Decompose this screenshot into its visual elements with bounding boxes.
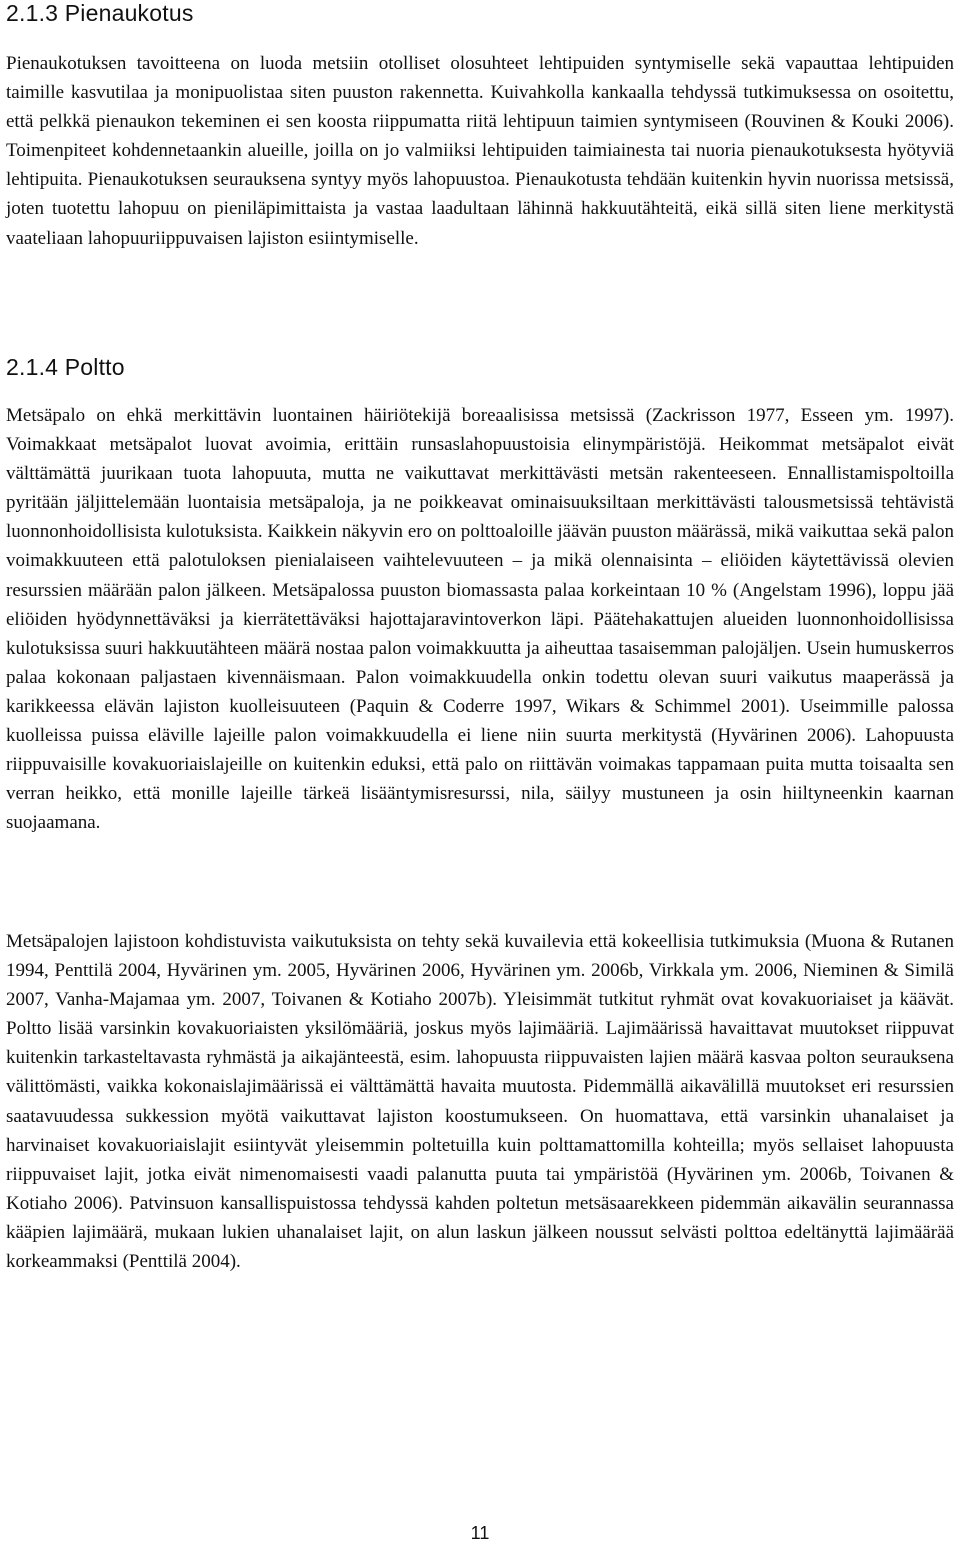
page-number: 11: [470, 1523, 490, 1543]
paragraph-pienaukotus: Pienaukotuksen tavoitteena on luoda metsiin otolliset olosuhteet lehtipuiden syntymiselle sekä vapauttaa lehtipuiden taimille kasvutilaa ja monipuolistaa siten puuston rakennetta. Kuivahkolla kankaalla tehdyssä tutkimuksessa on osoitettu, että pelkkä pienaukon tekeminen ei sen koosta riippumatta riitä lehtipuun taimien syntymiseen (Rouvinen & Kouki 2006). Toimenpiteet kohdennetaankin alueille, joilla on jo valmiiksi lehtipuiden taimiainesta tai nuoria pienaukotuksesta hyötyviä lehtipuita. Pienaukotuksen seurauksena syntyy myös lahopuustoa. Pienaukotusta tehdään kuitenkin hyvin nuorissa metsissä, joten tuotettu lahopuu on pieniläpimittaista ja vastaa laadultaan lähinnä hakkuutähteitä, eikä sillä siten liene merkitystä vaateliaan lahopuuriippuvaisen lajiston esiintymiselle.: [6, 53, 954, 249]
section-heading-pienaukotus: 2.1.3 Pienaukotus: [6, 0, 194, 26]
section-heading-poltto: 2.1.4 Poltto: [6, 354, 125, 380]
paragraph-poltto-2: Metsäpalojen lajistoon kohdistuvista vaikutuksista on tehty sekä kuvailevia että kokeellisia tutkimuksia (Muona & Rutanen 1994, Penttilä 2004, Hyvärinen ym. 2005, Hyvärinen 2006, Hyvärinen ym. 2006b, Virkkala ym. 2006, Nieminen & Similä 2007, Vanha-Majamaa ym. 2007, Toivanen & Kotiaho 2007b). Yleisimmät tutkitut ryhmät ovat kovakuoriaiset ja käävät. Poltto lisää varsinkin kovakuoriaisten yksilömääriä, joskus myös lajimääriä. Lajimäärissä havaittavat muutokset riippuvat kuitenkin tarkasteltavasta ryhmästä ja aikajänteestä, esim. lahopuusta riippuvaisten lajien määrä kasvaa polton seurauksena välittömästi, vaikka kokonaislajimäärissä ei välttämättä havaita muutosta. Pidemmällä aikavälillä muutokset eri resurssien saatavuudessa sukkession myötä vaikuttavat lajiston koostumukseen. On huomattava, että varsinkin uhanalaiset ja harvinaiset kovakuoriaislajit esiintyvät yleisemmin poltetuilla kuin polttamattomilla kohteilla; myös sellaiset lahopuusta riippuvaiset lajit, jotka eivät nimenomaisesti vaadi palanutta puuta tai ympäristöä (Hyvärinen ym. 2006b, Toivanen & Kotiaho 2006). Patvinsuon kansallispuistossa tehdyssä kahden poltetun metsäsaarekkeen pidemmän aikavälin seurannassa kääpien lajimäärä, mukaan lukien uhanalaiset lajit, on alun laskun jälkeen noussut selvästi polttoa edeltänyttä lajimäärää korkeammaksi (Penttilä 2004).: [6, 931, 954, 1273]
paragraph-poltto-1: Metsäpalo on ehkä merkittävin luontainen häiriötekijä boreaalisissa metsissä (Zackrisson 1977, Esseen ym. 1997). Voimakkaat metsäpalot luovat avoimia, erittäin runsaslahopuustoisia elinympäristöjä. Heikommat metsäpalot eivät välttämättä juurikaan tuota lahopuuta, mutta ne vaikuttavat merkittävästi metsän rakenteeseen. Ennallistamispoltoilla pyritään jäljittelemään luontaisia metsäpaloja, ja ne poikkeavat ominaisuuksiltaan merkittävästi talousmetsissä tehtävistä luonnonhoidollisista kulotuksista. Kaikkein näkyvin ero on polttoaloille jäävän puuston määrässä, mikä vaikuttaa sekä palon voimakkuuteen että palotuloksen pienialaiseen vaihtelevuuteen – ja mikä olennaisinta – eliöiden käytettävissä olevien resurssien määrään palon jälkeen. Metsäpalossa puuston biomassasta palaa korkeintaan 10 % (Angelstam 1996), loppu jää eliöiden hyödynnettäväksi ja kierrätettäväksi hajottajaravintoverkon läpi. Päätehakattujen alueiden luonnonhoidollisissa kulotuksissa suuri hakkuutähteen määrä nostaa palon voimakkuutta ja aiheuttaa tasaisemman palojäljen. Usein humuskerros palaa kokonaan paljastaen kivennäismaan. Palon voimakkuudella onkin todettu olevan suuri vaikutus maaperässä ja karikkeessa elävän lajiston kuolleisuuteen (Paquin & Coderre 1997, Wikars & Schimmel 2001). Useimmille palossa kuolleissa puissa eläville lajeille palon voimakkuudella ei liene niin suurta merkitystä (Hyvärinen 2006). Lahopuusta riippuvaisille kovakuoriaislajeille on kuitenkin eduksi, että palo on riittävän voimakas tappamaan puita mutta toisaalta sen verran heikko, että monille lajeille tärkeä lisääntymisresurssi, nila, säilyy mustuneen ja osin hiiltyneenkin kaarnan suojaamana.: [6, 405, 954, 834]
